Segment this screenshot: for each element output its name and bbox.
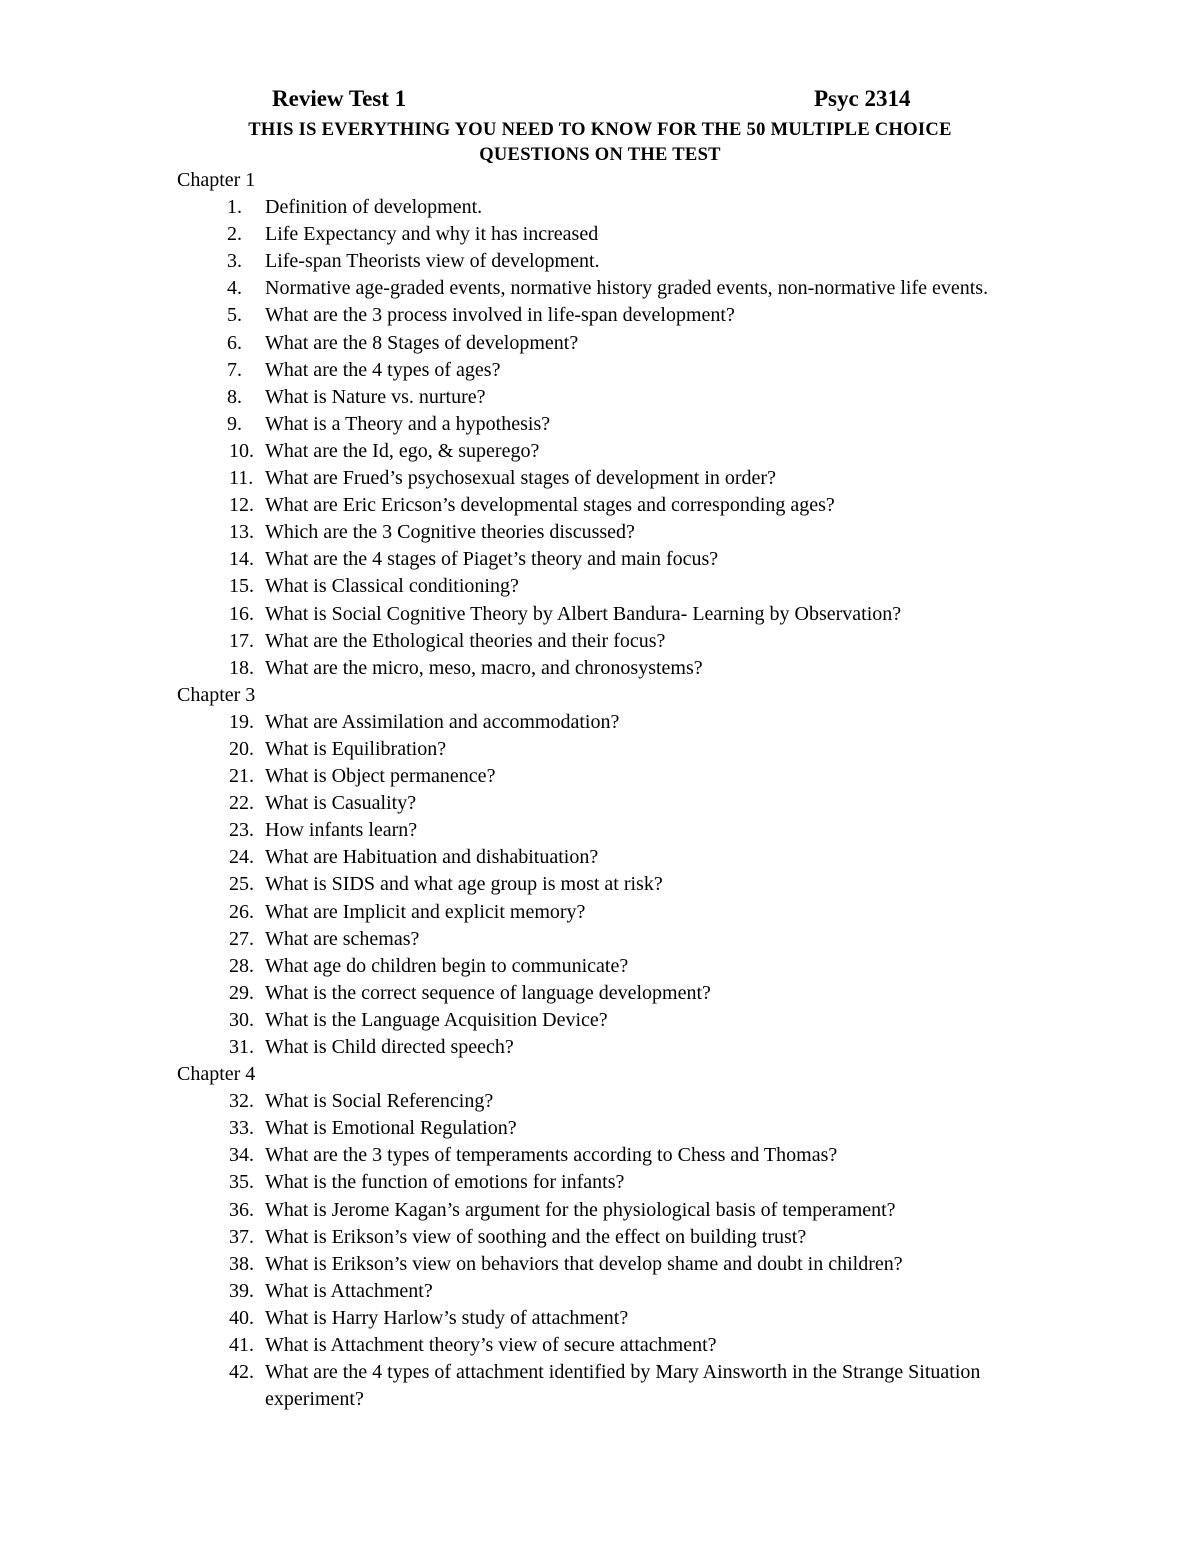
question-number: 38.: [229, 1252, 254, 1275]
question-number: 3.: [227, 250, 242, 273]
question-item: [177, 655, 1037, 682]
question-text: What are Assimilation and accommodation?: [265, 710, 620, 733]
question-item: [177, 871, 1037, 898]
chapter-heading: Chapter 1: [177, 169, 256, 191]
subtitle-line-2: QUESTIONS ON THE TEST: [479, 145, 721, 165]
subtitle: [150, 118, 1050, 168]
question-number: 22.: [229, 792, 254, 815]
question-text: Which are the 3 Cognitive theories discussed?: [265, 521, 635, 544]
question-number: 2.: [227, 223, 242, 246]
question-text: What is Attachment?: [265, 1279, 433, 1302]
question-text: What is Nature vs. nurture?: [265, 385, 486, 408]
question-text: What are Eric Ericson’s developmental stages and corresponding ages?: [265, 494, 835, 517]
question-number: 40.: [229, 1306, 254, 1329]
question-item: [177, 1359, 1037, 1413]
question-text: What is Harry Harlow’s study of attachment?: [265, 1306, 629, 1329]
question-item: [177, 221, 1037, 248]
question-item: [177, 926, 1037, 953]
question-item: [177, 492, 1037, 519]
question-item: [177, 573, 1037, 600]
question-number: 16.: [229, 602, 254, 625]
chapter-heading: Chapter 3: [177, 683, 256, 706]
question-item: [177, 763, 1037, 790]
question-item: [177, 1169, 1037, 1196]
question-number: 29.: [229, 981, 254, 1004]
question-text: What are the 4 stages of Piaget’s theory and main focus?: [265, 548, 719, 571]
question-text: What are the Id, ego, & superego?: [265, 439, 540, 462]
question-text: What is Jerome Kagan’s argument for the physiological basis of temperament?: [265, 1198, 896, 1221]
question-number: 5.: [227, 304, 242, 327]
question-item: [177, 899, 1037, 926]
review-question-list: [177, 167, 1037, 1413]
question-item: [177, 438, 1037, 465]
question-number: 28.: [229, 954, 254, 977]
question-item: [177, 1088, 1037, 1115]
question-number: 21.: [229, 765, 254, 788]
question-item: [177, 519, 1037, 546]
question-number: 13.: [229, 521, 254, 544]
question-text: What age do children begin to communicate?: [265, 954, 629, 977]
question-item: [177, 601, 1037, 628]
question-number: 20.: [229, 737, 254, 760]
question-item: [177, 1251, 1037, 1278]
question-text: What are the 8 Stages of development?: [265, 331, 579, 354]
subtitle-line-1: THIS IS EVERYTHING YOU NEED TO KNOW FOR THE 50 MULTIPLE CHOICE: [248, 120, 952, 140]
question-text: What is a Theory and a hypothesis?: [265, 412, 551, 435]
question-text: How infants learn?: [265, 819, 418, 842]
question-number: 34.: [229, 1144, 254, 1167]
question-number: 42.: [229, 1361, 254, 1384]
question-item: [177, 844, 1037, 871]
question-text: What is Emotional Regulation?: [265, 1117, 517, 1140]
question-number: 36.: [229, 1198, 254, 1221]
question-number: 33.: [229, 1117, 254, 1140]
question-text: What are the micro, meso, macro, and chronosystems?: [265, 656, 703, 679]
question-list: [177, 1088, 1037, 1413]
question-number: 24.: [229, 846, 254, 869]
question-item: [177, 302, 1037, 329]
question-text: What is the Language Acquisition Device?: [265, 1008, 608, 1031]
question-item: [177, 275, 1037, 302]
question-item: [177, 1115, 1037, 1142]
question-text: What are the 3 types of temperaments according to Chess and Thomas?: [265, 1144, 838, 1167]
question-number: 27.: [229, 927, 254, 950]
title-row: [272, 86, 932, 116]
question-number: 12.: [229, 494, 254, 517]
document-title: Review Test 1: [272, 86, 407, 111]
question-text: What are the 4 types of ages?: [265, 358, 501, 381]
question-item: [177, 384, 1037, 411]
question-item: [177, 1224, 1037, 1251]
question-number: 7.: [227, 358, 242, 381]
question-item: [177, 194, 1037, 221]
question-item: [177, 1278, 1037, 1305]
question-text: What are the 4 types of attachment identified by Mary Ainsworth in the Strange Situation experiment?: [265, 1361, 981, 1411]
question-item: [177, 1034, 1037, 1061]
question-number: 39.: [229, 1279, 254, 1302]
question-text: What is SIDS and what age group is most at risk?: [265, 873, 663, 896]
course-code: Psyc 2314: [814, 86, 911, 111]
question-text: What is Casuality?: [265, 792, 417, 815]
question-number: 26.: [229, 900, 254, 923]
question-text: Normative age-graded events, normative history graded events, non-normative life events.: [265, 277, 989, 300]
question-number: 8.: [227, 385, 242, 408]
question-number: 35.: [229, 1171, 254, 1194]
question-text: What is Attachment theory’s view of secure attachment?: [265, 1334, 717, 1357]
question-number: 37.: [229, 1225, 254, 1248]
question-item: [177, 1197, 1037, 1224]
question-text: What is Classical conditioning?: [265, 575, 519, 598]
question-item: [177, 357, 1037, 384]
question-item: [177, 980, 1037, 1007]
question-number: 10.: [229, 439, 254, 462]
question-item: [177, 248, 1037, 275]
question-text: Definition of development.: [265, 196, 483, 219]
question-number: 6.: [227, 331, 242, 354]
question-text: Life Expectancy and why it has increased: [265, 223, 599, 246]
question-number: 19.: [229, 710, 254, 733]
question-item: [177, 465, 1037, 492]
question-item: [177, 628, 1037, 655]
question-text: What are the 3 process involved in life-span development?: [265, 304, 735, 327]
question-text: What is Equilibration?: [265, 737, 447, 760]
question-number: 31.: [229, 1036, 254, 1058]
question-text: What is the correct sequence of language development?: [265, 981, 711, 1004]
question-text: What are the Ethological theories and their focus?: [265, 629, 666, 652]
question-text: What are Habituation and dishabituation?: [265, 846, 599, 869]
question-item: [177, 1305, 1037, 1332]
question-item: [177, 546, 1037, 573]
question-number: 1.: [227, 196, 242, 219]
question-item: [177, 817, 1037, 844]
question-number: 25.: [229, 873, 254, 896]
question-text: What are Implicit and explicit memory?: [265, 900, 586, 923]
question-number: 32.: [229, 1090, 254, 1113]
question-text: What are schemas?: [265, 927, 420, 950]
question-number: 17.: [229, 629, 254, 652]
question-item: [177, 790, 1037, 817]
question-number: 30.: [229, 1008, 254, 1031]
question-number: 4.: [227, 277, 242, 300]
question-number: 15.: [229, 575, 254, 598]
question-list: [177, 194, 1037, 682]
question-number: 41.: [229, 1334, 254, 1357]
question-text: What is Erikson’s view of soothing and the effect on building trust?: [265, 1225, 807, 1248]
question-number: 18.: [229, 656, 254, 679]
question-item: [177, 1007, 1037, 1034]
question-text: What is Erikson’s view on behaviors that develop shame and doubt in children?: [265, 1252, 903, 1275]
question-list: [177, 709, 1037, 1061]
question-text: What is Object permanence?: [265, 765, 496, 788]
question-number: 23.: [229, 819, 254, 842]
question-text: Life-span Theorists view of development.: [265, 250, 600, 273]
question-item: [177, 411, 1037, 438]
question-text: What are Frued’s psychosexual stages of development in order?: [265, 467, 776, 490]
chapter-heading: Chapter 4: [177, 1063, 256, 1086]
question-item: [177, 953, 1037, 980]
question-number: 14.: [229, 548, 254, 571]
question-item: [177, 709, 1037, 736]
question-number: 11.: [229, 467, 254, 490]
question-item: [177, 1332, 1037, 1359]
question-item: [177, 1142, 1037, 1169]
question-text: What is Child directed speech?: [265, 1036, 514, 1058]
question-item: [177, 330, 1037, 357]
question-text: What is Social Cognitive Theory by Albert Bandura- Learning by Observation?: [265, 602, 902, 625]
question-number: 9.: [227, 412, 242, 435]
question-item: [177, 736, 1037, 763]
question-text: What is Social Referencing?: [265, 1090, 494, 1113]
question-text: What is the function of emotions for infants?: [265, 1171, 625, 1194]
